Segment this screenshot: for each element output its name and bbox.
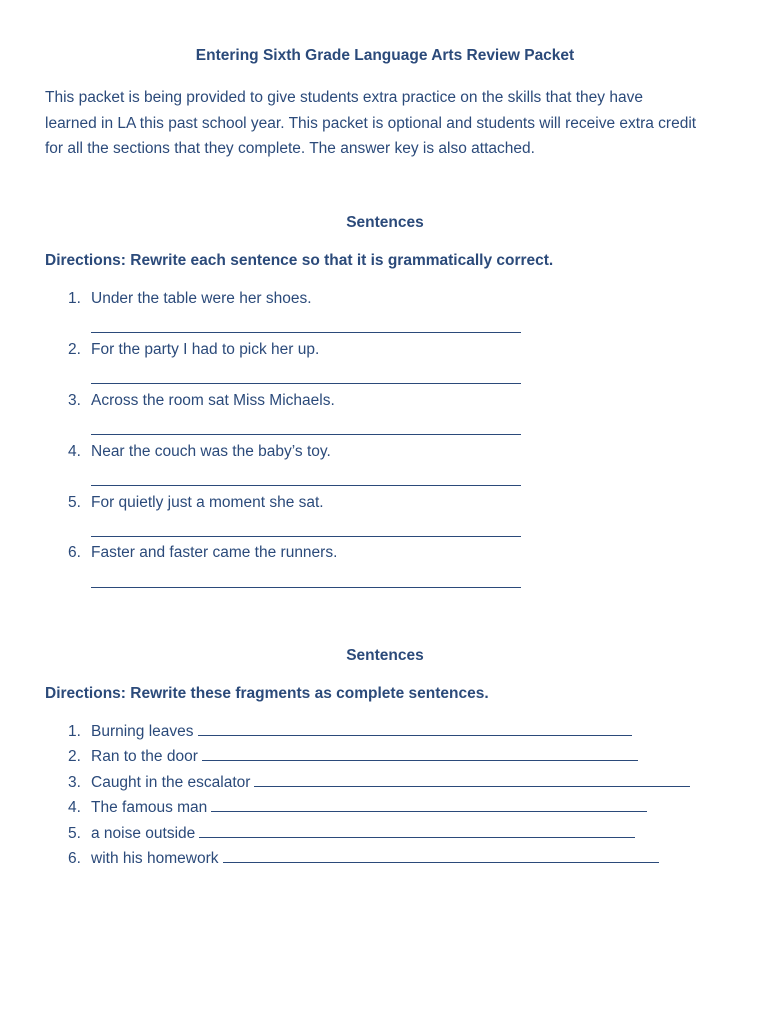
item-number: 3. [68,774,81,791]
answer-line[interactable] [254,774,690,787]
answer-line[interactable] [91,536,521,537]
section2-directions: Directions: Rewrite these fragments as complete sentences. [45,685,489,702]
item-text: For quietly just a moment she sat. [91,494,324,511]
item-number: 4. [68,443,81,460]
list-item [68,392,335,410]
list-item [68,799,647,817]
item-text: Across the room sat Miss Michaels. [91,392,335,409]
section1-heading: Sentences [346,214,424,231]
answer-line[interactable] [91,485,521,486]
item-number: 5. [68,825,81,842]
answer-line[interactable] [91,332,521,333]
answer-line[interactable] [198,723,632,736]
intro-line: This packet is being provided to give students extra practice on the skills that they have [45,89,643,106]
list-item [68,774,690,792]
item-text: a noise outside [91,825,196,842]
item-number: 6. [68,544,81,561]
item-number: 4. [68,799,81,816]
list-item [68,748,638,766]
item-number: 3. [68,392,81,409]
list-item [68,443,331,461]
list-item [68,290,312,308]
item-number: 2. [68,748,81,765]
answer-line[interactable] [211,799,647,812]
item-text: Near the couch was the baby’s toy. [91,443,331,460]
answer-line[interactable] [223,850,659,863]
intro-line: for all the sections that they complete. The answer key is also attached. [45,140,535,157]
answer-line[interactable] [91,587,521,588]
answer-line[interactable] [91,434,521,435]
section2-heading: Sentences [346,647,424,664]
section1-directions: Directions: Rewrite each sentence so that it is grammatically correct. [45,252,554,269]
item-number: 1. [68,290,81,307]
item-number: 2. [68,341,81,358]
item-number: 6. [68,850,81,867]
item-text: Faster and faster came the runners. [91,544,338,561]
item-text: Burning leaves [91,723,194,740]
list-item [68,494,324,512]
item-text: Under the table were her shoes. [91,290,312,307]
list-item [68,341,319,359]
answer-line[interactable] [91,383,521,384]
item-text: For the party I had to pick her up. [91,341,320,358]
item-number: 5. [68,494,81,511]
intro-paragraph [45,85,735,162]
answer-line[interactable] [199,825,635,838]
list-item [68,544,337,562]
list-item [68,850,659,868]
list-item [68,723,632,741]
page-title: Entering Sixth Grade Language Arts Review Packet [195,47,575,64]
item-number: 1. [68,723,81,740]
list-item [68,825,635,843]
intro-line: learned in LA this past school year. This packet is optional and students will receive extra credit [45,114,697,132]
item-text: Caught in the escalator [91,774,251,791]
item-text: The famous man [91,799,208,816]
item-text: with his homework [91,850,219,867]
answer-line[interactable] [202,748,638,761]
item-text: Ran to the door [91,748,198,765]
